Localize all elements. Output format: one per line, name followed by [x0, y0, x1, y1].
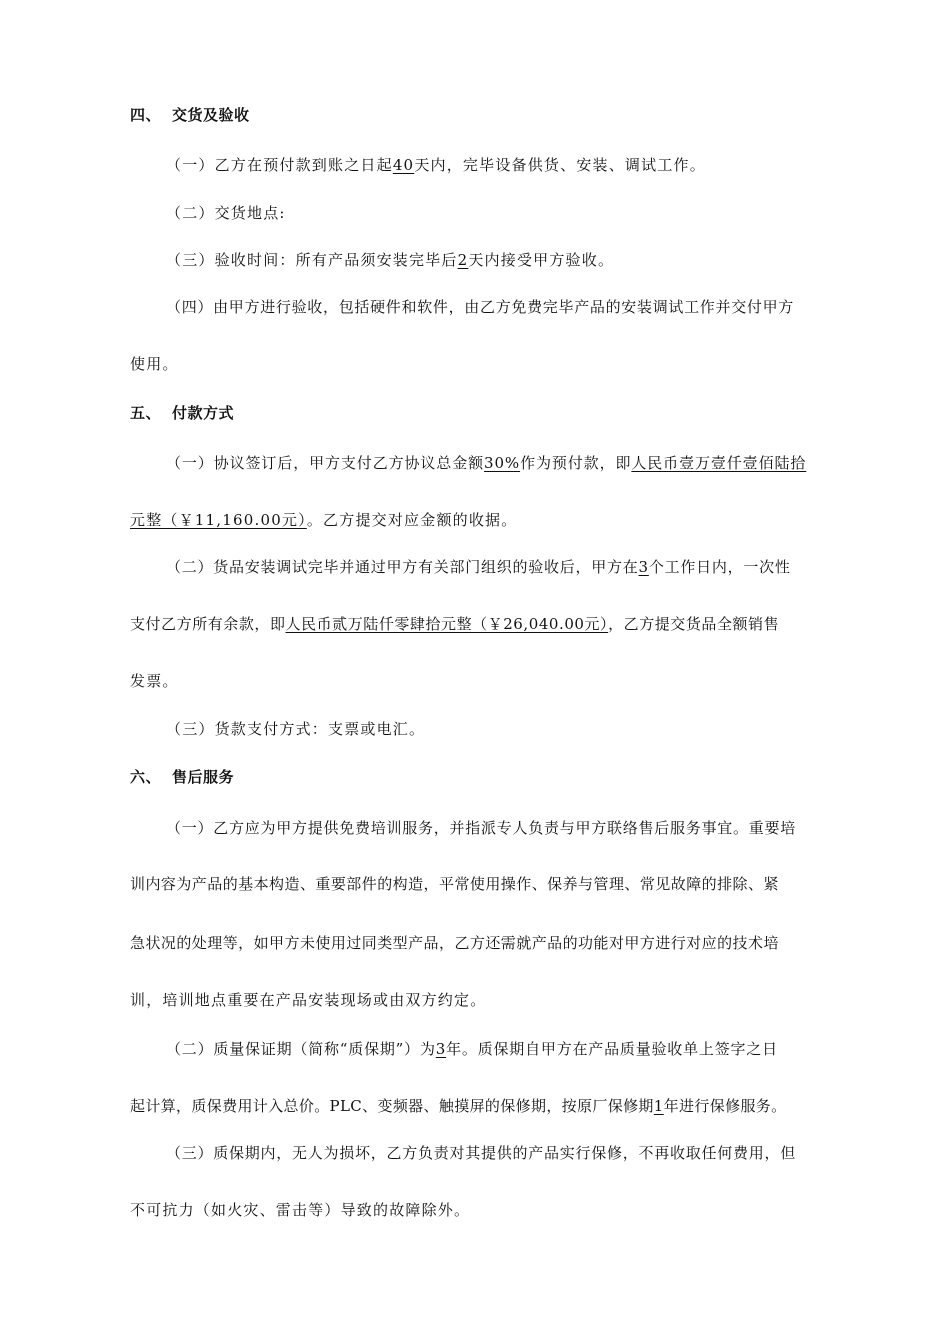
s4-paragraph-4-line-2: 使用。	[130, 355, 179, 373]
s5-paragraph-1-line-1	[166, 453, 806, 473]
underlined-amount: 人民币贰万陆仟零肆拾元整（￥26,040.00元）	[285, 615, 609, 633]
s6-paragraph-2-line-1	[166, 1039, 778, 1059]
text-run: （三）验收时间：所有产品须安装完毕后	[166, 251, 458, 269]
section-6-heading	[130, 767, 234, 787]
s5-paragraph-2-line-3: 发票。	[130, 672, 179, 690]
section-5-title: 付款方式	[172, 404, 235, 422]
s5-paragraph-3: （三）货款支付方式：支票或电汇。	[166, 720, 426, 738]
s4-paragraph-3	[166, 250, 614, 270]
text-run: （一）乙方在预付款到账之日起	[166, 156, 393, 174]
section-4-heading	[130, 105, 250, 125]
underlined-amount-words: 人民币壹万壹仟壹佰陆拾	[631, 454, 807, 472]
section-4-number: 四、	[130, 106, 162, 124]
text-run: 个工作日内，一次性	[648, 558, 791, 576]
underlined-amount-figure: 元整（￥11,160.00元）	[130, 511, 307, 529]
s5-paragraph-1-line-2	[130, 510, 517, 530]
text-run: （二）货品安装调试完毕并通过甲方有关部门组织的验收后，甲方在	[166, 558, 639, 576]
s5-paragraph-2-line-2	[130, 614, 779, 634]
text-run: 起计算，质保费用计入总价。PLC、变频器、触摸屏的保修期，按原厂保修期	[130, 1097, 654, 1115]
text-run: 天内接受甲方验收。	[468, 251, 615, 269]
section-4-title: 交货及验收	[172, 106, 250, 124]
underlined-value: 30%	[484, 454, 521, 472]
s6-paragraph-3-line-1: （三）质保期内，无人为损坏，乙方负责对其提供的产品实行保修，不再收取任何费用，但	[166, 1144, 797, 1162]
text-run: 年。质保期自甲方在产品质量验收单上签字之日	[446, 1040, 778, 1058]
text-run: 天内，完毕设备供货、安装、调试工作。	[414, 156, 706, 174]
text-run: 作为预付款，即	[520, 454, 632, 472]
s6-paragraph-2-line-2	[130, 1096, 787, 1116]
underlined-value: 3	[638, 558, 649, 576]
text-run: 支付乙方所有余款，即	[130, 615, 286, 633]
underlined-value: 40	[392, 156, 415, 174]
s6-paragraph-3-line-2: 不可抗力（如火灾、雷击等）导致的故障除外。	[130, 1201, 471, 1219]
s4-paragraph-2: （二）交货地点:	[166, 204, 286, 222]
text-run: （一）协议签订后，甲方支付乙方协议总金额	[166, 454, 485, 472]
section-6-title: 售后服务	[172, 768, 235, 786]
s6-paragraph-1-line-1: （一）乙方应为甲方提供免费培训服务，并指派专人负责与甲方联络售后服务事宜。重要培	[166, 819, 797, 837]
section-5-number: 五、	[130, 404, 162, 422]
underlined-value: 1	[653, 1097, 664, 1115]
text-run: 。乙方提交对应金额的收据。	[306, 511, 518, 529]
s6-paragraph-1-line-3: 急状况的处理等，如甲方未使用过同类型产品，乙方还需就产品的功能对甲方进行对应的技术培	[130, 934, 779, 952]
section-6-number: 六、	[130, 768, 162, 786]
section-5-heading	[130, 403, 234, 423]
s5-paragraph-2-line-1	[166, 557, 791, 577]
underlined-value: 3	[435, 1040, 447, 1058]
underlined-value: 2	[457, 251, 469, 269]
s6-paragraph-1-line-2: 训内容为产品的基本构造、重要部件的构造，平常使用操作、保养与管理、常见故障的排除、紧	[130, 875, 779, 893]
text-run: 年进行保修服务。	[663, 1097, 787, 1115]
text-run: （二）质量保证期（简称“质保期”）为	[166, 1040, 436, 1058]
s4-paragraph-4-line-1: （四）由甲方进行验收，包括硬件和软件，由乙方免费完毕产品的安装调试工作并交付甲方	[166, 298, 795, 316]
s4-paragraph-1	[166, 155, 706, 175]
text-run: ，乙方提交货品全额销售	[608, 615, 780, 633]
s6-paragraph-1-line-4: 训，培训地点重要在产品安装现场或由双方约定。	[130, 991, 487, 1009]
